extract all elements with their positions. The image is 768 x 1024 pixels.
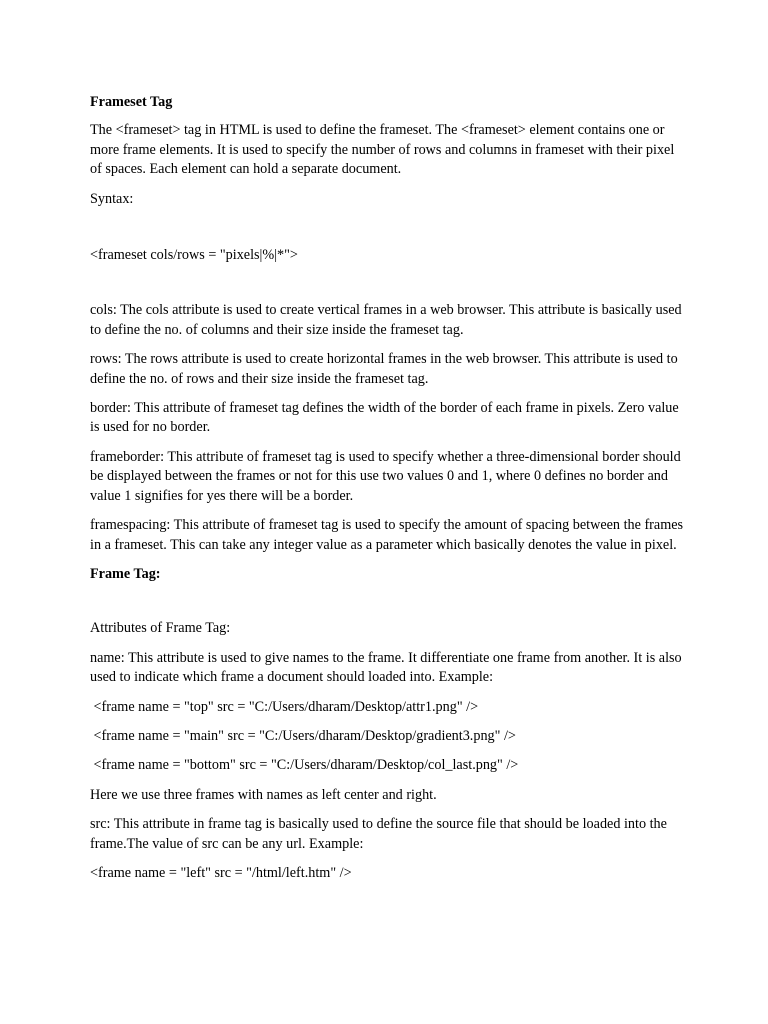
syntax-label: Syntax: <box>90 190 134 207</box>
cols-attribute-paragraph: cols: The cols attribute is used to create vertical frames in a web browser. This attribute is basically used to define the no. of columns and their size inside the frameset tag. <box>90 302 682 338</box>
name-example-main: <frame name = "main" src = "C:/Users/dharam/Desktop/gradient3.png" /> <box>90 727 516 744</box>
frameborder-attribute-paragraph: frameborder: This attribute of frameset tag is used to specify whether a three-dimensional border should be displayed between the frames or not for this use two values 0 and 1, where 0 defines no border and value 1 signifies for yes there will be a border. <box>90 448 681 504</box>
frameset-intro-paragraph: The <frameset> tag in HTML is used to define the frameset. The <frameset> element contains one or more frame elements. It is used to specify the number of rows and columns in frameset with their pixel of spaces. Each element can hold a separate document. <box>90 122 675 178</box>
document-page <box>90 93 685 893</box>
rows-attribute-paragraph: rows: The rows attribute is used to create horizontal frames in the web browser. This attribute is used to define the no. of rows and their size inside the frameset tag. <box>90 351 678 387</box>
frame-attributes-label: Attributes of Frame Tag: <box>90 620 231 637</box>
name-example-top: <frame name = "top" src = "C:/Users/dharam/Desktop/attr1.png" /> <box>90 698 479 715</box>
syntax-code: <frameset cols/rows = "pixels|%|*"> <box>90 247 298 264</box>
frameset-heading: Frameset Tag <box>90 94 173 110</box>
name-attribute-paragraph: name: This attribute is used to give names to the frame. It differentiate one frame from another. It is also used to indicate which frame a document should loaded into. Example: <box>90 649 682 686</box>
frame-heading: Frame Tag: <box>90 565 161 582</box>
border-attribute-paragraph: border: This attribute of frameset tag defines the width of the border of each frame in pixels. Zero value is used for no border. <box>90 400 679 436</box>
framespacing-attribute-paragraph: framespacing: This attribute of frameset tag is used to specify the amount of spacing between the frames in a frameset. This can take any integer value as a parameter which basically denotes the value in pixel. <box>90 517 684 553</box>
names-note-paragraph: Here we use three frames with names as left center and right. <box>90 786 437 803</box>
src-example: <frame name = "left" src = "/html/left.htm" /> <box>90 864 352 881</box>
name-example-bottom: <frame name = "bottom" src = "C:/Users/dharam/Desktop/col_last.png" /> <box>90 757 519 774</box>
src-attribute-paragraph: src: This attribute in frame tag is basically used to define the source file that should be loaded into the frame.The value of src can be any url. Example: <box>90 816 667 852</box>
